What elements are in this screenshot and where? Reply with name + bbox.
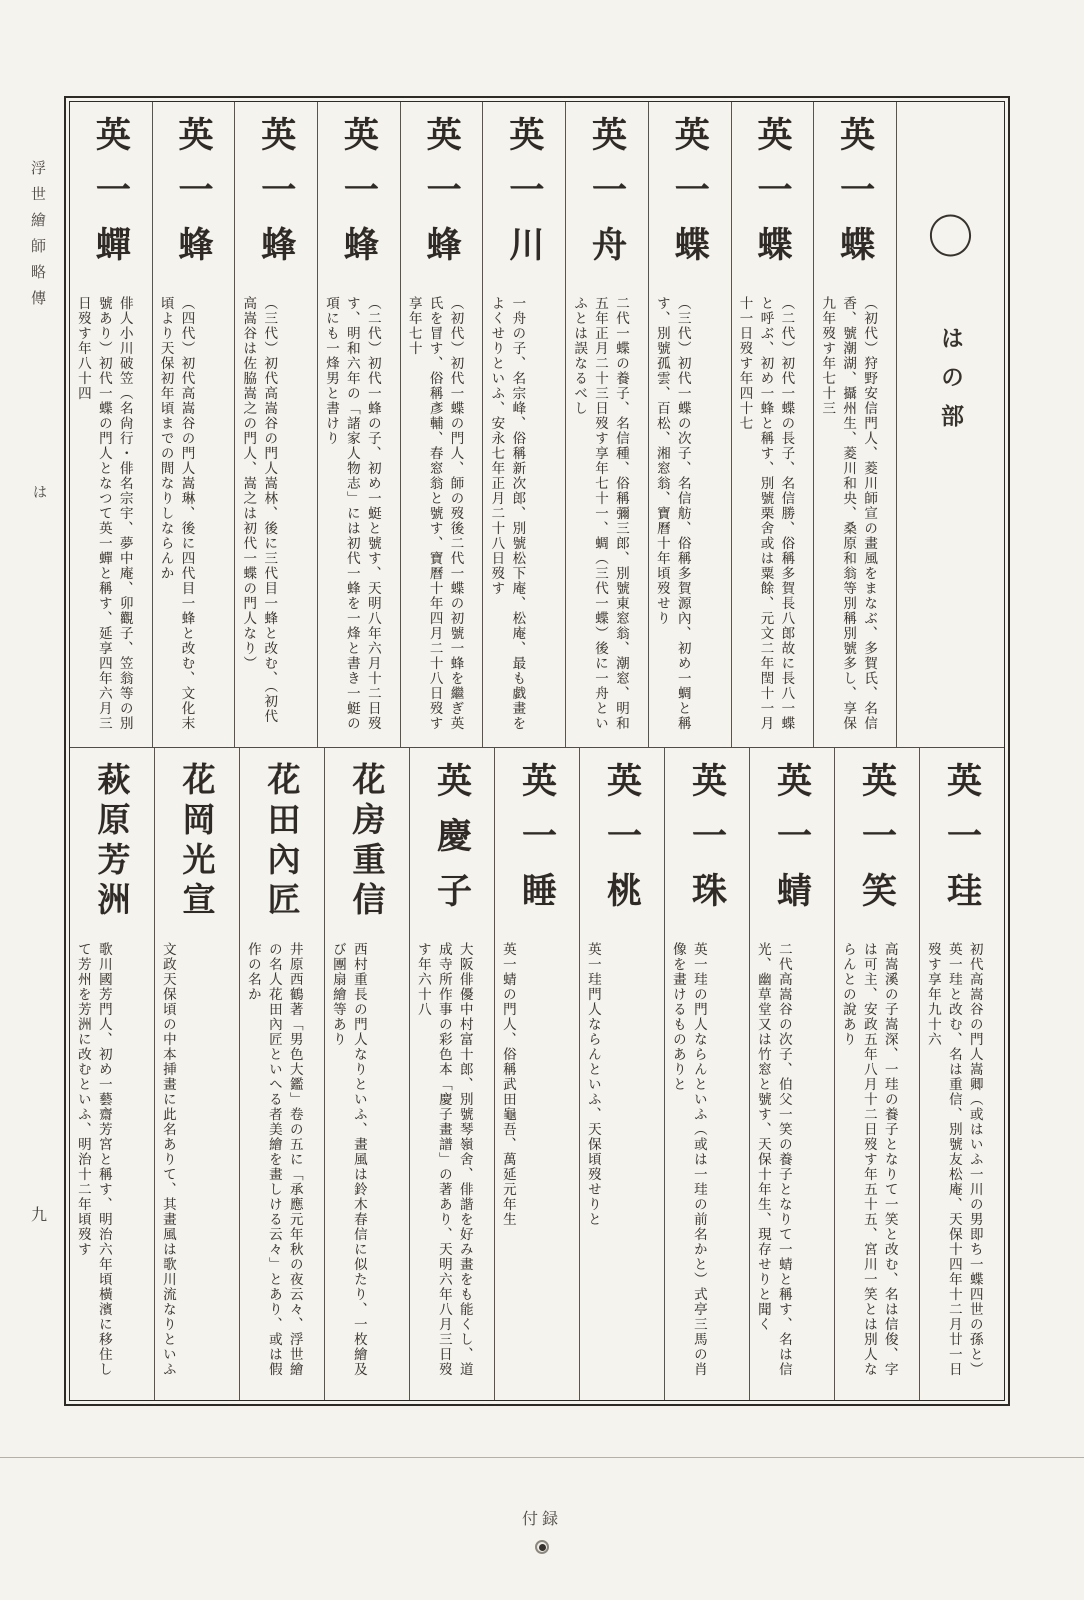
artist-bio: （二代）初代一蜂の子、初め一蜓と號す、天明八年六月十二日歿す、明和六年の「諸家人物志」には初代一蜂を一烽と書き一蜓の項にも一烽男と書けり [323,296,381,731]
artist-name-area [70,748,154,940]
artist-entry [400,102,483,747]
artist-name: 花岡光宣 [177,762,217,922]
artist-entry [152,102,235,747]
artist-bio: 一舟の子、名宗峰、俗稱新次郎、別號松下庵、松庵、最も戯畫をよくせりといふ、安永七年正月二十八日歿す [488,296,526,731]
artist-entry [234,102,317,747]
artist-name: 英一蝶 [751,116,793,281]
artist-name-area [410,748,494,940]
artist-name-area [835,748,919,940]
margin-book-title: 浮世繪師略傳 [29,160,47,316]
artist-name: 萩原芳洲 [92,762,132,922]
artist-bio: （初代）初代一蝶の門人、師の歿後二代一蝶の初號一蜂を繼ぎ英氏を冒す、俗稱彥輔、春窓翁と號す、寶曆十年四月二十八日歿す享年七十 [405,296,464,731]
artist-name: 英一蜂 [173,116,215,281]
artist-bio: （三代）初代高嵩谷の門人嵩林、後に三代目一蜂と改む、（初代高嵩谷は佐脇嵩之の門人、嵩之は初代一蝶の門人なり） [240,296,278,725]
artist-name-area [325,748,409,940]
artist-name: 英一珠 [686,762,728,927]
artist-entry [731,102,814,747]
artist-name: 英一蜂 [338,116,380,281]
artist-bio: （初代）狩野安信門人、菱川師宣の畫風をまなぶ、多賀氏、名信香、號潮湖、攝州生、菱川和央、桑原和翁等別稱別號多し、享保九年歿す年七十三 [819,296,878,731]
artist-entry [409,748,494,1400]
artist-entry [317,102,400,747]
artist-name-area [70,102,152,294]
entries-band-bottom [70,748,1004,1400]
artist-name: 英一珪 [941,762,983,927]
artist-entry [324,748,409,1400]
artist-name-area [153,102,235,294]
artist-entry [154,748,239,1400]
artist-name-area [732,102,814,294]
artist-bio: （二代）初代一蝶の長子、名信勝、俗稱多賀長八郎故に長八一蝶と呼ぶ、初め一蜂と稱す、別號栗舍或は粟餘、元文二年閏十一月十一日歿す年四十七 [736,296,795,731]
artist-bio: 井原西鶴著「男色大鑑」卷の五に「承應元年秋の夜云々、浮世繪の名人花田內匠といへる者美繪を畫しける云々」とあり、或は假作の名か [244,942,303,1377]
section-heading-column [896,102,1004,747]
artist-entry [70,748,154,1400]
footer-label: 付録 [521,1509,562,1528]
artist-name: 英一舟 [586,116,628,281]
artist-name-area [155,748,239,940]
artist-name: 英一蜂 [255,116,297,281]
artist-entry [664,748,749,1400]
artist-name: 英一川 [503,116,545,281]
artist-entry [70,102,152,747]
artist-name-area [665,748,749,940]
artist-name: 英一蟬 [90,116,132,281]
artist-entry [565,102,648,747]
artist-bio: 二代一蝶の養子、名信種、俗稱彌三郎、別號東窓翁、潮窓、明和五年正月二十三日歿す享年七十一、蜩（三代一蝶）後に一舟といふとは誤なるべし [571,296,629,731]
artist-entry [482,102,565,747]
artist-entry [813,102,896,747]
artist-name-area [318,102,400,294]
target-dot-icon [535,1540,549,1554]
artist-entry [749,748,834,1400]
table-frame [64,96,1010,1406]
artist-name: 英一桃 [601,762,643,927]
footer-rule [0,1457,1084,1458]
artist-bio: 英一珪の門人ならんといふ（或は一珪の前名かと）式亭三馬の肖像を畫けるものありと [669,942,707,1377]
artist-bio: 高嵩溪の子嵩深、一珪の養子となりて一笑と改む、名は信俊、字は可主、安政五年八月十二日歿す年五十五、宮川一笑とは別人ならんとの說あり [839,942,898,1377]
table-frame-inner [69,101,1005,1401]
artist-bio: 初代高嵩谷の門人嵩卿（或はいふ一川の男即ち一蝶四世の孫と）英一珪と改む、名は重信、別號友松庵、天保十四年十二月廿一日歿す享年九十六 [924,942,983,1377]
artist-name-area [814,102,896,294]
artist-name: 花房重信 [347,762,387,922]
margin-section-kana: は [33,485,47,501]
artist-name-area [920,748,1004,940]
artist-bio: 俳人小川破笠（名尙行・俳名宗宇、夢中庵、卯觀子、笠翁等の別號あり）初代一蝶の門人となつて英一蟬と稱す、延享四年六月三日歿す年八十四 [74,296,133,731]
artist-name-area [495,748,579,940]
artist-name-area [483,102,565,294]
artist-name-area [750,748,834,940]
artist-bio: 英一蜻の門人、俗稱武田龜吾、萬延元年生 [499,942,516,1227]
artist-entry [579,748,664,1400]
artist-name: 英一蝶 [834,116,876,281]
artist-name: 英一蜂 [421,116,463,281]
artist-bio: 大阪俳優中村富十郎、別號琴嶺舍、俳諧を好み畫をも能くし、道成寺所作事の彩色本「慶子畫譜」の著あり、天明六年八月三日歿す年六十八 [414,942,473,1377]
artist-name-area [580,748,664,940]
artist-name: 英一蜻 [771,762,813,927]
artist-name: 英一蝶 [669,116,711,281]
artist-name: 英慶子 [431,762,473,927]
artist-entry [834,748,919,1400]
section-circle-mark: 〇 [927,210,974,264]
artist-name: 花田內匠 [262,762,302,922]
artist-entry [919,748,1004,1400]
artist-name: 英一笑 [856,762,898,927]
artist-bio: （三代）初代一蝶の次子、名信舫、俗稱多賀源內、初め一蜩と稱す、別號孤雲、百松、湘窓翁、寶曆十年頃歿せり [653,296,691,731]
artist-entry [239,748,324,1400]
artist-bio: 西村重長の門人なりといふ、畫風は鈴木春信に似たり、一枚繪及び團扇繪等あり [329,942,367,1377]
artist-entry [494,748,579,1400]
artist-bio: 二代高嵩谷の次子、伯父一笑の養子となりて一蜻と稱す、名は信光、幽草堂又は竹窓と號す、天保十年生、現存せりと聞く [754,942,792,1377]
artist-bio: 歌川國芳門人、初め一藝齋芳宮と稱す、明治六年頃橫濱に移住して芳州を芳洲に改むといふ、明治十二年頃歿す [74,942,112,1377]
artist-name-area [401,102,483,294]
artist-entry [648,102,731,747]
artist-bio: （四代）初代高嵩谷の門人嵩琳、後に四代目一蜂と改む、文化末頃より天保初年頃までの間なりしならんか [157,296,195,731]
entries-band-top [70,102,1004,747]
artist-name-area [235,102,317,294]
artist-name: 英一睡 [516,762,558,927]
artist-name-area [240,748,324,940]
artist-bio: 英一珪門人ならんといふ、天保頃歿せりと [584,942,601,1227]
artist-bio: 文政天保頃の中本挿畫に此名ありて、其畫風は歌川流なりといふ [159,942,176,1377]
artist-name-area [649,102,731,294]
section-heading-label: はの部 [937,326,964,443]
artist-name-area [566,102,648,294]
page-number: 九 [31,1205,48,1224]
